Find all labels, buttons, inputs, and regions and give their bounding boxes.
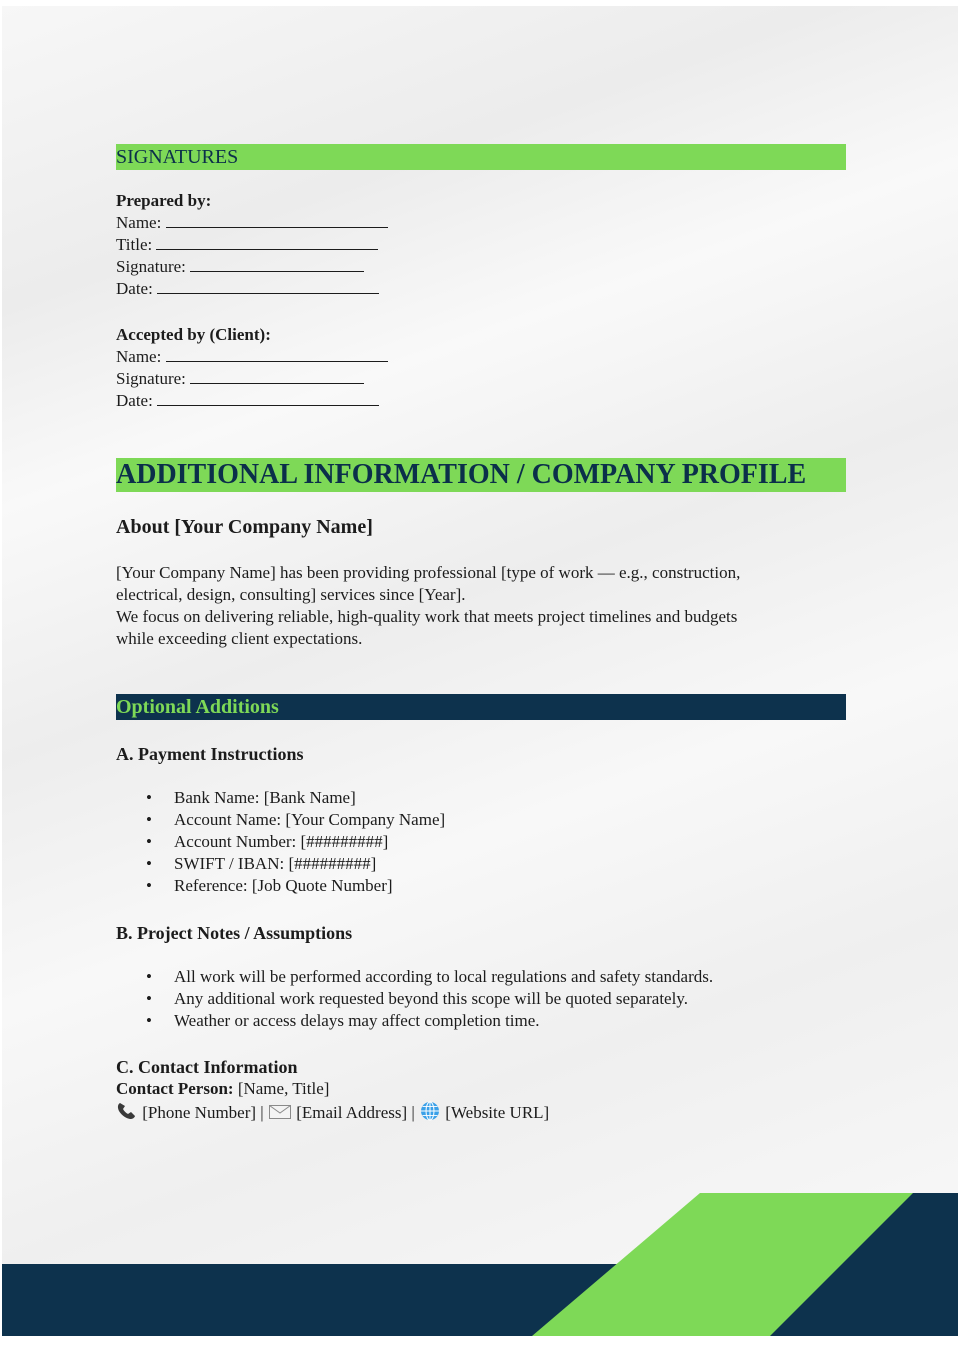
phone-text[interactable]: [Phone Number] — [142, 1103, 257, 1122]
footer-decoration — [2, 6, 958, 1336]
email-text[interactable]: [Email Address] — [296, 1103, 408, 1122]
list-item: • Account Number: [#########] — [116, 831, 846, 853]
list-item: • Reference: [Job Quote Number] — [116, 875, 846, 897]
separator: | — [411, 1103, 415, 1122]
about-line: [Your Company Name] has been providing professional [type of work — e.g., construction, — [116, 563, 741, 582]
about-heading: About [Your Company Name] — [116, 516, 373, 538]
list-item: • SWIFT / IBAN: [#########] — [116, 853, 846, 875]
payment-heading: A. Payment Instructions — [116, 744, 304, 764]
list-item: • Any additional work requested beyond this scope will be quoted separately. — [116, 988, 846, 1010]
prepared-name-field[interactable]: Name: — [116, 212, 388, 234]
prepared-title-field[interactable]: Title: — [116, 234, 388, 256]
contact-heading: C. Contact Information — [116, 1057, 298, 1077]
about-line: while exceeding client expectations. — [116, 629, 363, 648]
profile-heading: ADDITIONAL INFORMATION / COMPANY PROFILE — [116, 458, 846, 492]
website-text[interactable]: [Website URL] — [445, 1103, 550, 1122]
document-page — [2, 6, 958, 1336]
prepared-signature-field[interactable]: Signature: — [116, 256, 388, 278]
about-line: We focus on delivering reliable, high-quality work that meets project timelines and budgets — [116, 607, 738, 626]
list-item: • All work will be performed according to local regulations and safety standards. — [116, 966, 846, 988]
contact-person-value: [Name, Title] — [237, 1079, 330, 1098]
optional-additions-heading: Optional Additions — [116, 694, 846, 720]
accepted-by-label: Accepted by (Client): — [116, 325, 271, 344]
list-item: • Bank Name: [Bank Name] — [116, 787, 846, 809]
prepared-by-label: Prepared by: — [116, 191, 212, 210]
notes-heading: B. Project Notes / Assumptions — [116, 923, 353, 943]
list-item: • Account Name: [Your Company Name] — [116, 809, 846, 831]
prepared-date-field[interactable]: Date: — [116, 278, 388, 300]
contact-person-label: Contact Person: — [116, 1079, 234, 1098]
list-item: • Weather or access delays may affect completion time. — [116, 1010, 846, 1032]
accepted-name-field[interactable]: Name: — [116, 346, 388, 368]
about-line: electrical, design, consulting] services since [Year]. — [116, 585, 466, 604]
separator: | — [260, 1103, 264, 1122]
signatures-heading: SIGNATURES — [116, 144, 846, 170]
accepted-date-field[interactable]: Date: — [116, 390, 388, 412]
accepted-signature-field[interactable]: Signature: — [116, 368, 388, 390]
